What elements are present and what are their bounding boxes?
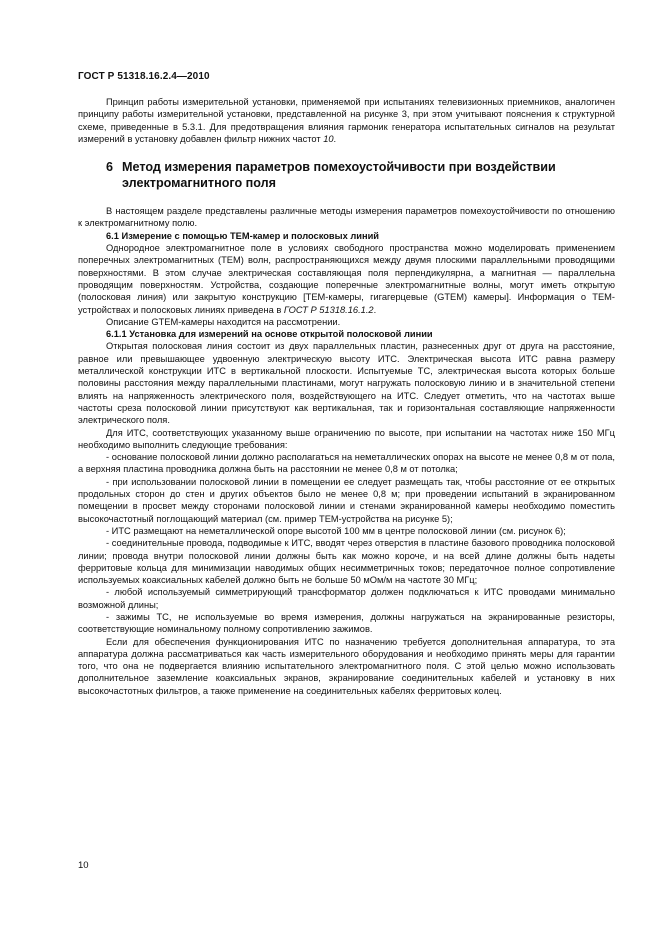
subsection-6-1-paragraph-1: [78, 242, 615, 316]
requirement-item: - зажимы ТС, не используемые во время измерения, должны нагружаться на экранированные резисторы, соответствующие номинальному полному сопротивлению зажимов.: [78, 611, 615, 635]
subsection-6-1-1-paragraph-3: Если для обеспечения функционирования ИТС по назначению требуется дополнительная аппаратура, то эта аппаратура должна рассматриваться как часть измерительного оборудования и необходимо принять меры для гарантии того, что она не подвергается влиянию испытательного электромагнитного поля. С этой целью можно использовать дополнительное заземление коаксиальных экранов, экранирование соединительных кабелей и установку в них высокочастотных фильтров, а также применение на соединительных кабелях ферритовых колец.: [78, 636, 615, 696]
subsection-6-1-1-paragraph-2: Для ИТС, соответствующих указанному выше ограничению по высоте, при испытании на частотах ниже 150 МГц необходимо выполнить следующие требования:: [78, 427, 615, 450]
intro-text: Принцип работы измерительной установки, применяемой при испытаниях телевизионных приемников, аналогичен принципу работы измерительной установки, представленной на рисунке 3, при этом учитывают пояснения к структурной схеме, приведенные в 5.3.1. Для предотвращения влияния гармоник генератора испытательных сигналов на результат измерений в установку добавлен фильтр нижних частот: [78, 97, 615, 144]
section-6-intro: В настоящем разделе представлены различные методы измерения параметров помехоустойчивости по отношению к электромагнитному полю.: [78, 206, 615, 229]
page-number: 10: [78, 860, 89, 871]
subsection-6-1-heading: 6.1 Измерение с помощью ТЕМ-камер и полосковых линий: [106, 230, 380, 241]
section-6-heading: [106, 160, 615, 191]
intro-filter-reference: 10: [323, 133, 334, 144]
requirement-item: - соединительные провода, подводимые к ИТС, вводят через отверстия в пластине базового проводника полосковой линии; провода внутри полосковой линии должны быть как можно короче, и на всей длине должны быть надеты ферритовые кольца для минимизации наводимых общих несимметричных токов; передаточное полное сопротивление используемых коаксиальных кабелей должно быть не больше 50 мОм/м на частоте 30 МГц;: [78, 538, 615, 586]
requirement-item: - любой используемый симметрирующий трансформатор должен подключаться к ИТС проводами минимально возможной длины;: [78, 587, 615, 610]
subsection-6-1-1-paragraph-1: Открытая полосковая линия состоит из двух параллельных пластин, разнесенных друг от друга на расстояние, равное или превышающее удвоенную электрическую высоту ИТС. Электрическая высота ИТС равна размеру металлической конструкции ИТС в вертикальной плоскости. Испытуемые ТС, электрическая высота которых больше половины расстояния между параллельными пластинами, могут нагружать полосковую линию и в значительной степени влиять на напряженность электрического поля, воздействующего на ИТС. Следует отметить, что на частотах выше частоты среза полосковой линии присутствуют как вертикальная, так и горизонтальная составляющие напряженности электрического поля.: [78, 341, 615, 426]
intro-paragraph: [78, 96, 615, 145]
subsection-6-1-text-end: .: [373, 304, 377, 315]
intro-text-end: .: [333, 133, 337, 144]
requirement-item: - основание полосковой линии должно располагаться на неметаллических опорах на высоте не менее 0,8 м от пола, а верхняя пластина проводника должна быть на расстоянии не менее 0,8 м от потолка;: [78, 452, 615, 475]
requirement-item: - при использовании полосковой линии в помещении ее следует размещать так, чтобы расстояние от ее открытых продольных сторон до стен и других объектов было не менее 0,8 м; при проведении испытаний в экранированном помещении в просвет между сторонами полосковой линии и стенами экранированной камеры необходимо поместить высокочастотный поглощающий материал (см. пример ТЕМ-устройства на рисунке 5);: [78, 476, 615, 524]
section-6-title: Метод измерения параметров помехоустойчивости при воздействии электромагнитного поля: [122, 160, 556, 190]
page-header-standard-id: ГОСТ Р 51318.16.2.4—2010: [78, 71, 210, 82]
subsection-6-1-text: Однородное электромагнитное поле в условиях свободного пространства можно моделировать применением поперечных электромагнитных (ТЕМ) волн, распространяющихся между двумя плоскими параллельными проводящими поверхностями. В этом случае электрическая составляющая поля перпендикулярна, а магнитная — параллельна проводящим поверхностям. Устройства, создающие поперечные электромагнитные волны, могут иметь открытую (полосковая линия) или закрытую конструкцию [ТЕМ-камеры, гигагерцевые (GTEM) камеры]. Информация о ТЕМ-устройствах и полосковых линиях приведена в: [78, 243, 615, 315]
section-6-number: 6: [106, 160, 114, 175]
document-body: [78, 96, 615, 697]
requirement-item: - ИТС размещают на неметаллической опоре высотой 100 мм в центре полосковой линии (см. рисунок 6);: [106, 525, 566, 536]
subsection-6-1-paragraph-2: Описание GTEM-камеры находится на рассмотрении.: [106, 316, 341, 327]
subsection-6-1-1-heading: 6.1.1 Установка для измерений на основе открытой полосковой линии: [106, 329, 433, 340]
standard-reference: ГОСТ Р 51318.16.1.2: [283, 304, 374, 315]
